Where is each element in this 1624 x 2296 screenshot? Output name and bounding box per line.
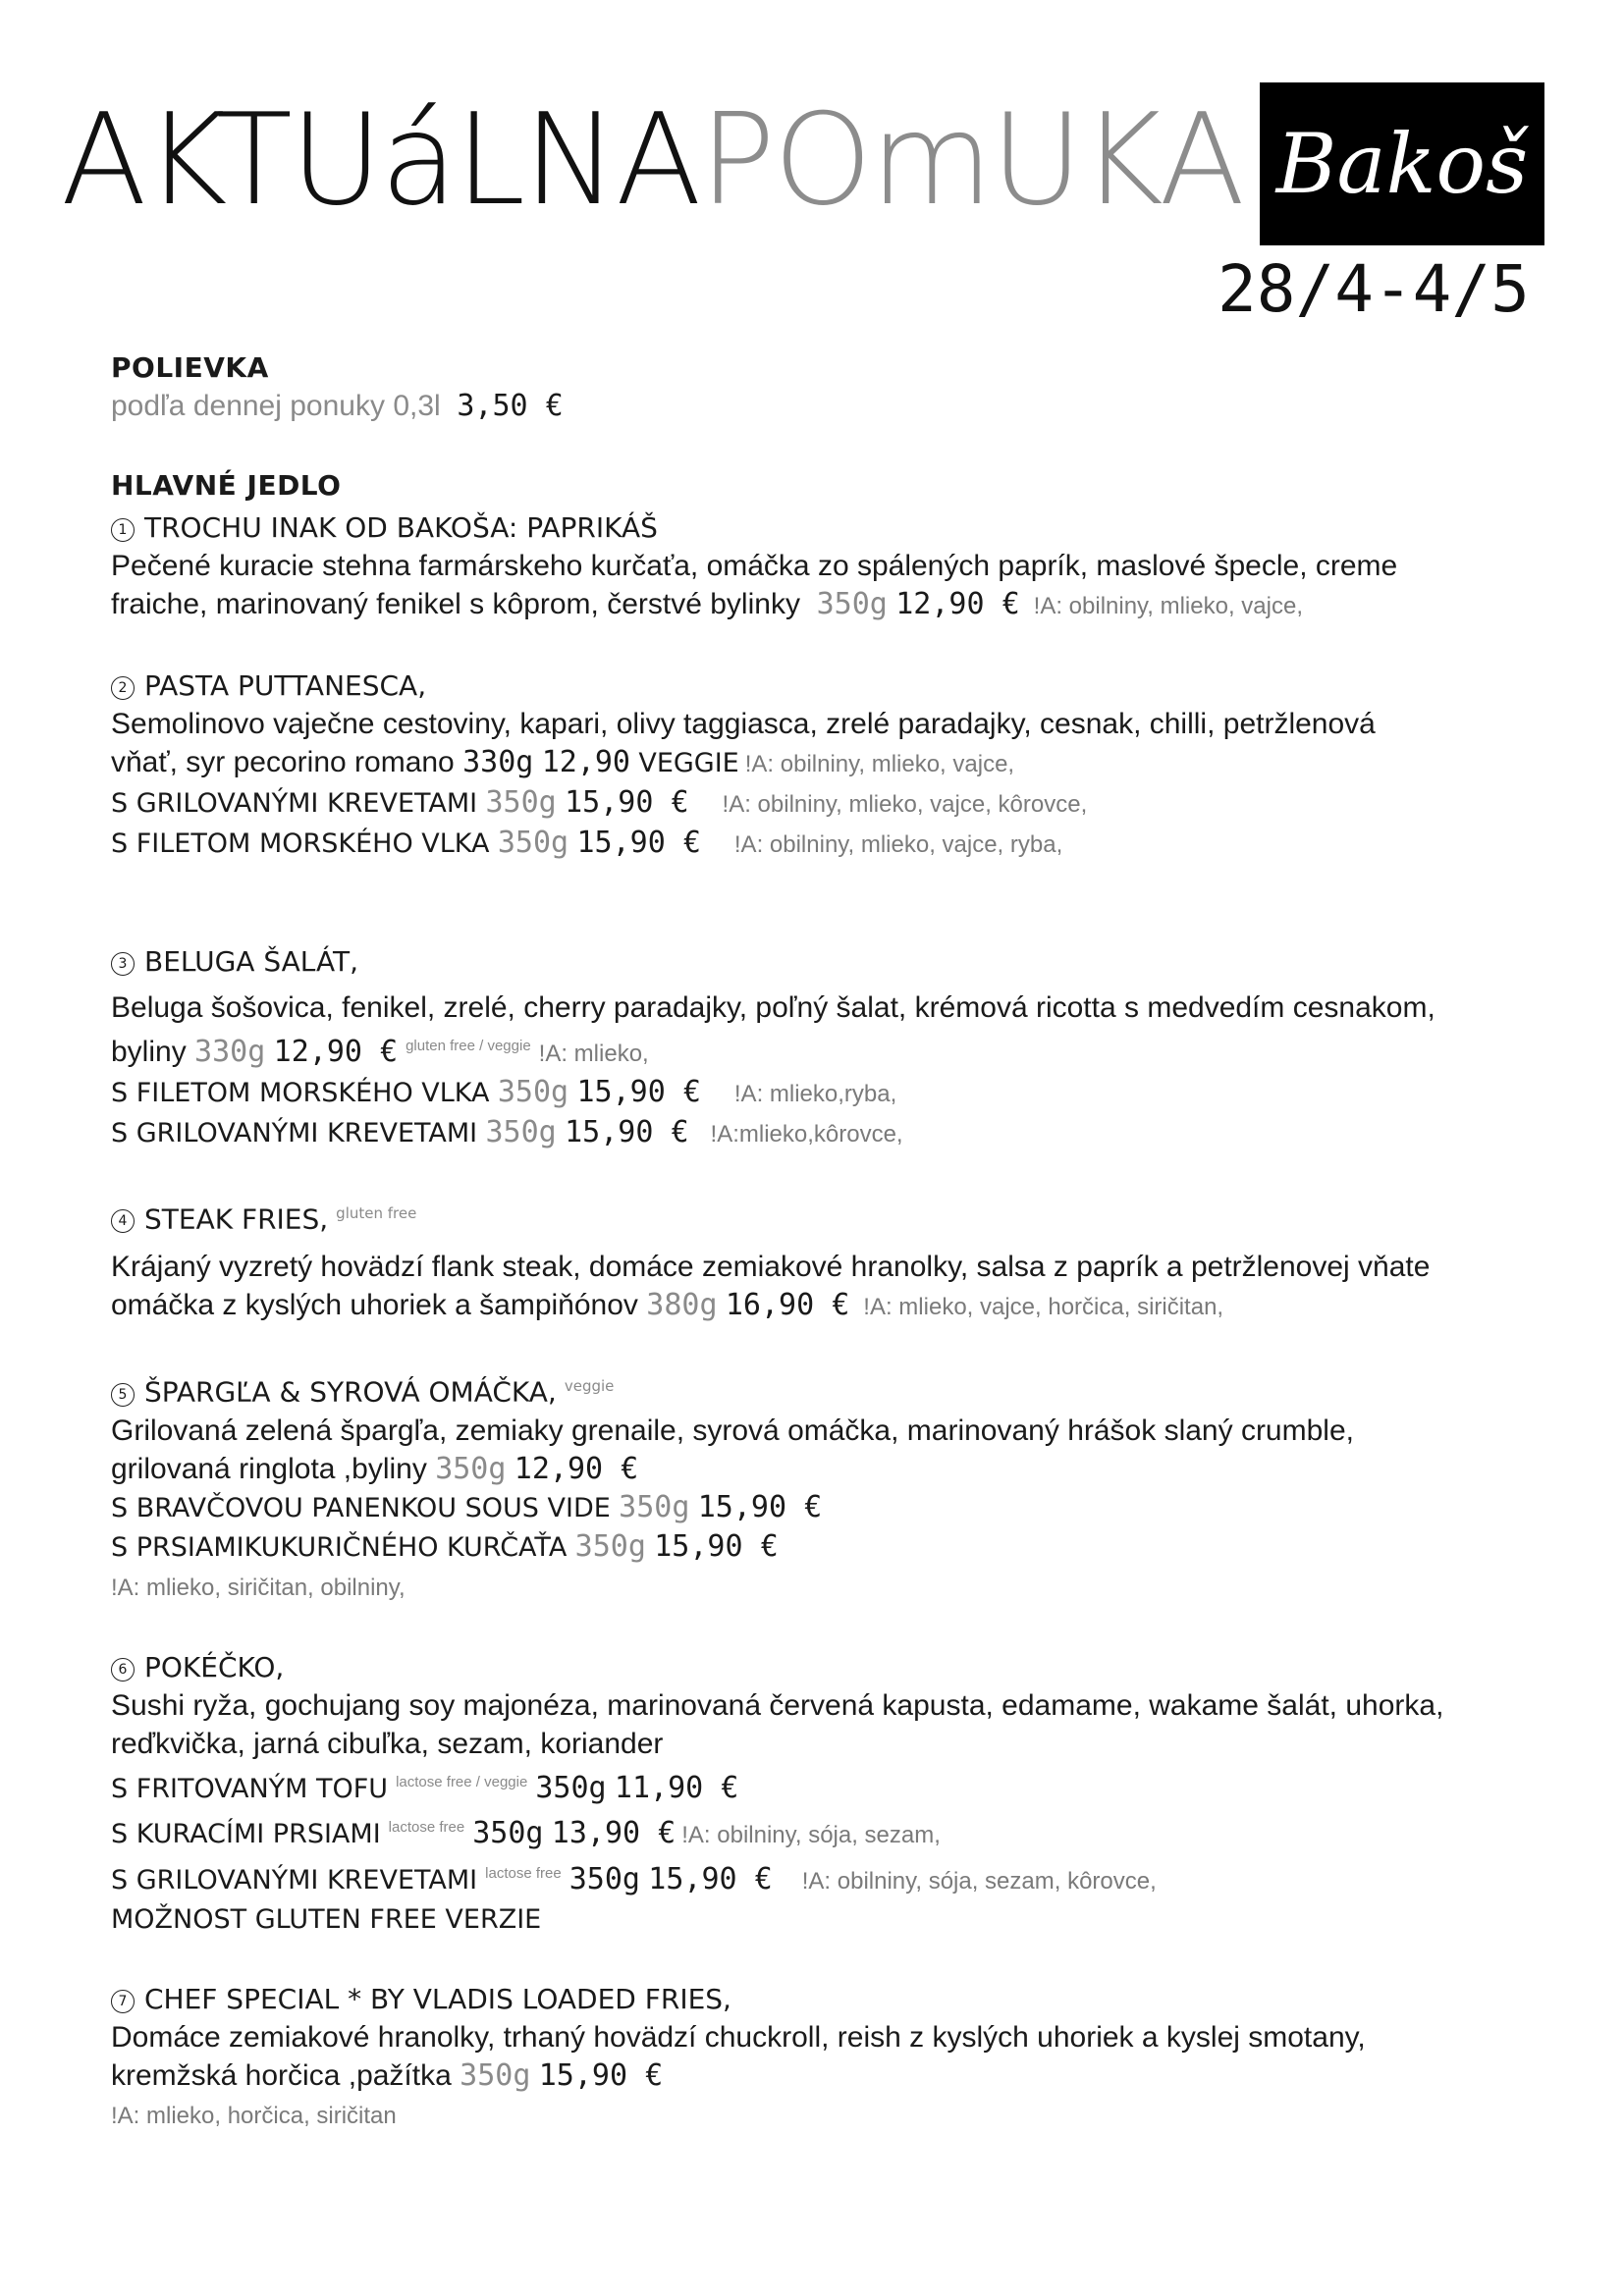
dish-3-title: BELUGA ŠALÁT,	[144, 945, 359, 978]
main-heading: HLAVNÉ JEDLO	[111, 469, 342, 502]
dish-4-weight: 380g	[646, 1288, 718, 1323]
dish-5-title: ŠPARGĽA & SYROVÁ OMÁČKA,	[144, 1375, 557, 1409]
dish-1-desc-2-line	[111, 585, 1535, 625]
dish-2-variant-1-weight: 350g	[485, 785, 557, 820]
dish-6-note: MOŽNOST GLUTEN FREE VERZIE	[111, 1903, 542, 1935]
dish-3-number: 3	[111, 952, 135, 976]
dish-3-tag: gluten free / veggie	[406, 1038, 531, 1054]
dish-4-desc-2-line	[111, 1286, 1535, 1326]
soup-text: podľa dennej ponuky 0,3l	[111, 390, 441, 422]
dish-4-allergens: !A: mlieko, vajce, horčica, siričitan,	[863, 1294, 1224, 1321]
dish-4-desc-1: Krájaný vyzretý hovädzí flank steak, domáce zemiakové hranolky, salsa z paprík a petržlenovej vňate	[111, 1251, 1431, 1284]
dish-6-variant-1-label: S FRITOVANÝM TOFU	[111, 1773, 389, 1804]
dish-7-allergens: !A: mlieko, horčica, siričitan	[111, 2102, 397, 2129]
dish-2-allergens: !A: obilniny, mlieko, vajce,	[744, 751, 1015, 777]
dish-7-price: 15,90 €	[538, 2057, 664, 2093]
soup-line	[111, 387, 1535, 425]
dish-2-variant-1	[111, 783, 1535, 824]
dish-5-price: 12,90 €	[514, 1451, 639, 1486]
dish-5-weight: 350g	[435, 1451, 507, 1486]
dish-3-price: 12,90 €	[273, 1035, 399, 1069]
dish-5-variant-2-weight: 350g	[574, 1528, 646, 1564]
dish-2-variant-2	[111, 824, 1535, 864]
dish-5-desc-2-line	[111, 1450, 1535, 1488]
dish-5-tag: veggie	[564, 1377, 615, 1396]
dish-3-desc-2: byliny	[111, 1036, 187, 1068]
dish-2-desc-2-line	[111, 743, 1535, 783]
dish-2-variant-1-price: 15,90 €	[565, 785, 689, 820]
dish-2-title-line	[111, 667, 1535, 705]
dish-3-variant-1-price: 15,90 €	[576, 1075, 701, 1109]
dish-6-variant-1	[111, 1763, 1535, 1808]
dish-2-tag: VEGGIE	[638, 748, 739, 778]
page-title	[61, 87, 1244, 234]
soup-heading: POLIEVKA	[111, 351, 269, 384]
dish-6-variant-3-price: 15,90 €	[648, 1861, 773, 1896]
dish-4-desc-2: omáčka z kyslých uhoriek a šampiňónov	[111, 1289, 638, 1322]
dish-6-variant-3-allergens: !A: obilniny, sója, sezam, kôrovce,	[801, 1867, 1157, 1895]
dish-6-variant-2-weight: 350g	[472, 1815, 544, 1850]
dish-6-variant-2-label: S KURACÍMI PRSIAMI	[111, 1818, 381, 1849]
dish-6-variant-2-allergens: !A: obilniny, sója, sezam,	[681, 1821, 941, 1848]
dish-1-title-line	[111, 508, 1535, 547]
dish-7-weight: 350g	[460, 2057, 531, 2093]
dish-6-title-line	[111, 1648, 1535, 1686]
dish-5-variant-2-price: 15,90 €	[654, 1528, 779, 1564]
dish-6-variant-2	[111, 1808, 1535, 1854]
dish-2-weight: 330g	[462, 745, 534, 779]
dish-3-weight: 330g	[194, 1035, 266, 1069]
dish-2-title: PASTA PUTTANESCA,	[144, 669, 427, 702]
dish-6-variant-1-tag: lactose free / veggie	[396, 1773, 528, 1790]
dish-4-tag: gluten free	[336, 1204, 417, 1222]
dish-2-variant-2-allergens: !A: obilniny, mlieko, vajce, ryba,	[733, 831, 1063, 858]
dish-5-variant-2	[111, 1527, 1535, 1567]
dish-1-title: TROCHU INAK OD BAKOŠA: PAPRIKÁŠ	[144, 511, 658, 544]
dish-2-variant-2-label: S FILETOM MORSKÉHO VLKA	[111, 828, 490, 859]
dish-2-desc-1: Semolinovo vaječne cestoviny, kapari, olivy taggiasca, zrelé paradajky, cesnak, chilli, petržlenová	[111, 708, 1376, 740]
dish-6-variant-3-weight: 350g	[568, 1861, 640, 1896]
dish-7-title-line	[111, 1980, 1535, 2018]
dish-6-desc-2: reďkvička, jarná cibuľka, sezam, koriander	[111, 1727, 664, 1760]
dish-5-desc-2: grilovaná ringlota ,byliny	[111, 1452, 427, 1485]
dish-3-variant-2-label: S GRILOVANÝMI KREVETAMI	[111, 1118, 478, 1148]
dish-3-variant-1-allergens: !A: mlieko,ryba,	[733, 1081, 897, 1107]
dish-3-allergens: !A: mlieko,	[538, 1041, 649, 1067]
dish-1-price: 12,90 €	[895, 587, 1020, 621]
dish-6-title: POKÉČKO,	[144, 1650, 285, 1683]
dish-3-title-line	[111, 942, 1535, 981]
dish-3-variant-2-price: 15,90 €	[565, 1115, 689, 1149]
dish-6-variant-3-label: S GRILOVANÝMI KREVETAMI	[111, 1864, 478, 1896]
dish-7-desc-2-line	[111, 2056, 1535, 2095]
dish-2-variant-1-label: S GRILOVANÝMI KREVETAMI	[111, 788, 478, 819]
dish-1-number: 1	[111, 518, 135, 542]
logo	[1260, 82, 1544, 245]
dish-5-allergens-line	[111, 1567, 1535, 1607]
dish-4-price: 16,90 €	[725, 1288, 850, 1323]
dish-3-variant-2-allergens: !A:mlieko,kôrovce,	[710, 1121, 903, 1148]
dish-2-price: 12,90	[541, 745, 630, 779]
dish-7-desc-1: Domáce zemiakové hranolky, trhaný hovädzí chuckroll, reish z kyslých uhoriek a kyslej smotany,	[111, 2020, 1366, 2054]
dish-5-variant-1-price: 15,90 €	[697, 1489, 823, 1524]
dish-6-number: 6	[111, 1658, 135, 1682]
dish-6-variant-1-weight: 350g	[535, 1770, 607, 1805]
dish-6-variant-2-price: 13,90 €	[551, 1815, 677, 1850]
dish-5-title-line	[111, 1367, 1535, 1411]
menu-content	[111, 348, 1535, 2135]
dish-7-number: 7	[111, 1990, 135, 2013]
dish-3-variant-2-weight: 350g	[485, 1115, 557, 1149]
dish-6-variant-3	[111, 1854, 1535, 1900]
dish-3-desc-1: Beluga šošovica, fenikel, zrelé, cherry paradajky, poľný šalat, krémová ricotta s medvedím cesnakom,	[111, 991, 1435, 1024]
dish-3-variant-1-weight: 350g	[497, 1075, 569, 1109]
dish-3-variant-1	[111, 1073, 1535, 1113]
dish-2-variant-1-allergens: !A: obilniny, mlieko, vajce, kôrovce,	[722, 791, 1088, 818]
dish-5-variant-1-weight: 350g	[619, 1489, 690, 1524]
dish-7-desc-2: kremžská horčica ,pažítka	[111, 2058, 452, 2092]
dish-5-variant-2-label: S PRSIAMIKUKURIČNÉHO KURČAŤA	[111, 1531, 568, 1563]
dish-3-desc-2-line	[111, 1027, 1535, 1073]
dish-6-variant-2-tag: lactose free	[388, 1818, 465, 1836]
dish-1-weight: 350g	[816, 587, 888, 621]
dish-2-variant-2-weight: 350g	[497, 826, 569, 860]
dish-7-allergens-line	[111, 2095, 1535, 2135]
dish-3-variant-1-label: S FILETOM MORSKÉHO VLKA	[111, 1078, 490, 1108]
soup-price: 3,50 €	[457, 389, 564, 423]
logo-text: Bakoš	[1275, 116, 1529, 212]
dish-1-allergens: !A: obilniny, mlieko, vajce,	[1033, 593, 1303, 619]
dish-6-desc-1: Sushi ryža, gochujang soy majonéza, marinovaná červená kapusta, edamame, wakame šalát, uhorka,	[111, 1688, 1444, 1722]
title-part-dark: AKTUáLNA	[61, 87, 700, 234]
dish-5-variant-1	[111, 1488, 1535, 1527]
dish-7-title: CHEF SPECIAL * BY VLADIS LOADED FRIES,	[144, 1982, 731, 2015]
dish-2-number: 2	[111, 676, 135, 700]
dish-3-variant-2	[111, 1113, 1535, 1153]
dish-5-variant-1-label: S BRAVČOVOU PANENKOU SOUS VIDE	[111, 1492, 611, 1523]
dish-6-variant-3-tag: lactose free	[485, 1864, 562, 1882]
dish-4-title: STEAK FRIES,	[144, 1202, 329, 1236]
dish-5-allergens: !A: mlieko, siričitan, obilniny,	[111, 1574, 406, 1601]
title-part-light: POmUKA	[699, 87, 1244, 234]
dish-5-desc-1: Grilovaná zelená špargľa, zemiaky grenaile, syrová omáčka, marinovaný hrášok slaný crumble,	[111, 1414, 1354, 1447]
dish-4-title-line	[111, 1195, 1535, 1238]
dish-4-number: 4	[111, 1209, 135, 1233]
date-range: 28/4-4/5	[1218, 251, 1530, 327]
dish-1-desc-2: fraiche, marinovaný fenikel s kôprom, čerstvé bylinky	[111, 588, 800, 620]
dish-5-number: 5	[111, 1383, 135, 1407]
dish-2-variant-2-price: 15,90 €	[576, 826, 701, 860]
dish-1-desc-1: Pečené kuracie stehna farmárskeho kurčaťa, omáčka zo spálených paprík, maslové špecle, creme	[111, 550, 1398, 582]
dish-6-variant-1-price: 11,90 €	[614, 1770, 739, 1805]
dish-2-desc-2: vňať, syr pecorino romano	[111, 746, 455, 778]
